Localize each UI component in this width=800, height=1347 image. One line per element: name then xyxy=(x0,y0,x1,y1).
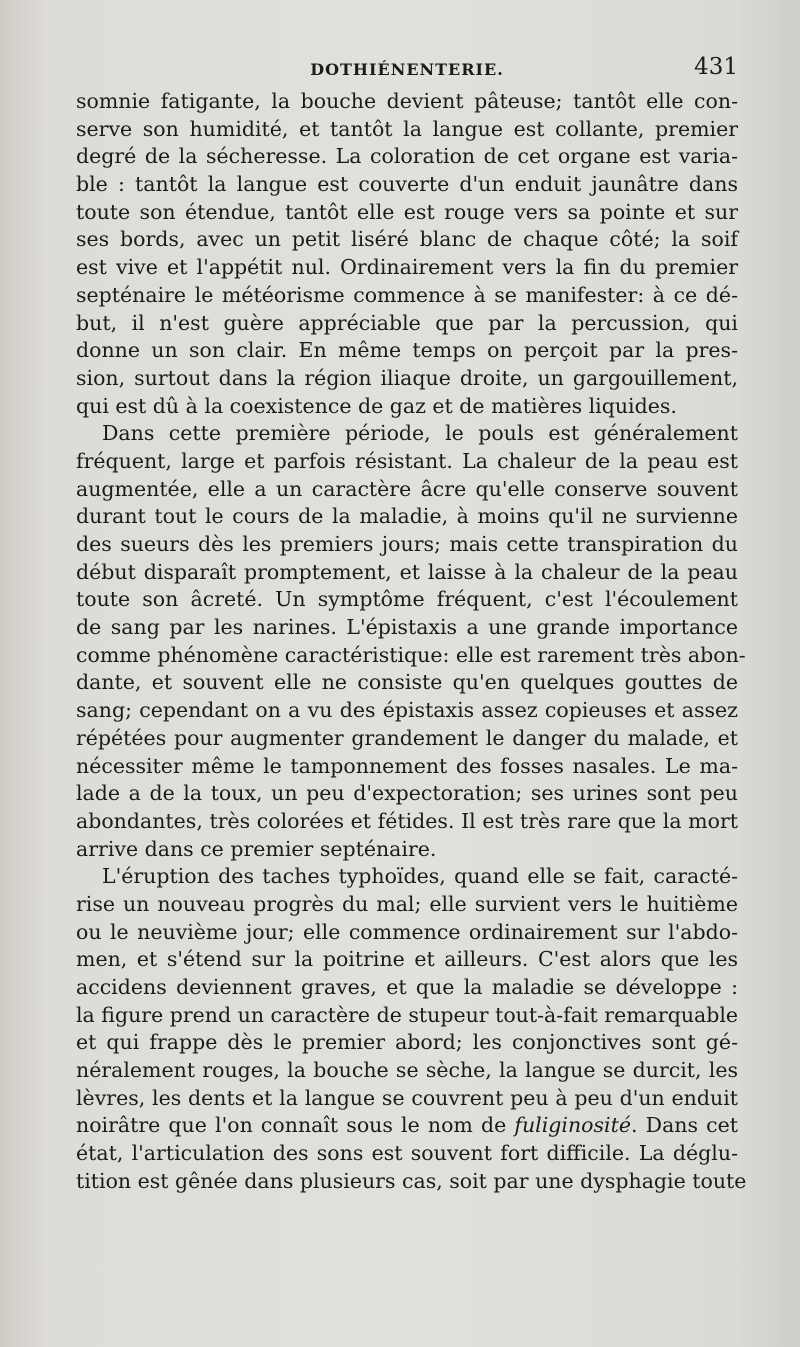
text-line: ses bords, avec un petit liséré blanc de chaque côté; la soif xyxy=(76,227,738,252)
text-line: fréquent, large et parfois résistant. La chaleur de la peau est xyxy=(76,448,738,473)
text-line: dante, et souvent elle ne consiste qu'en quelques gouttes de xyxy=(76,670,738,695)
running-head: DOTHIÉNENTERIE. xyxy=(310,60,504,79)
text-line: serve son humidité, et tantôt la langue est collante, premier xyxy=(76,116,738,141)
text-line: rise un nouveau progrès du mal; elle survient vers le huitième xyxy=(76,891,738,916)
text-line: et qui frappe dès le premier abord; les conjonctives sont gé- xyxy=(76,1030,738,1055)
text-line: septénaire le météorisme commence à se manifester: à ce dé- xyxy=(76,282,738,307)
page-header xyxy=(76,52,738,88)
text-line: but, il n'est guère appréciable que par la percussion, qui xyxy=(76,310,738,335)
text-line: men, et s'étend sur la poitrine et ailleurs. C'est alors que les xyxy=(76,947,738,972)
paragraph-1 xyxy=(76,88,738,420)
text-line: abondantes, très colorées et fétides. Il est très rare que la mort xyxy=(76,808,738,833)
text-line: comme phénomène caractéristique: elle est rarement très abon- xyxy=(76,642,746,667)
text-line: arrive dans ce premier septénaire. xyxy=(76,836,437,861)
text-line: augmentée, elle a un caractère âcre qu'elle conserve souvent xyxy=(76,476,738,501)
text-line: qui est dû à la coexistence de gaz et de matières liquides. xyxy=(76,393,677,418)
text-line: somnie fatigante, la bouche devient pâteuse; tantôt elle con- xyxy=(76,89,738,113)
body-text xyxy=(76,88,747,1196)
text-line: nécessiter même le tamponnement des fosses nasales. Le ma- xyxy=(76,753,738,778)
text-line: lade a de la toux, un peu d'expectoration; ses urines sont peu xyxy=(76,781,738,806)
text-line: toute son étendue, tantôt elle est rouge vers sa pointe et sur xyxy=(76,199,738,224)
text-line: L'éruption des taches typhoïdes, quand elle se fait, caracté- xyxy=(102,864,738,889)
text-line: sang; cependant on a vu des épistaxis assez copieuses et assez xyxy=(76,698,738,723)
text-line: est vive et l'appétit nul. Ordinairement vers la fin du premier xyxy=(76,255,738,280)
text-line: donne un son clair. En même temps on perçoit par la pres- xyxy=(76,338,738,363)
text-line: début disparaît promptement, et laisse à la chaleur de la peau xyxy=(76,559,738,584)
line-segment: noirâtre que l'on connaît sous le nom de xyxy=(76,1113,515,1138)
paragraph-3 xyxy=(76,863,747,1195)
italic-term: fuliginosité xyxy=(514,1113,631,1138)
paragraph-2 xyxy=(76,420,746,863)
line-segment: . Dans cet xyxy=(630,1113,739,1138)
text-line: lèvres, les dents et la langue se couvrent peu à peu d'un enduit xyxy=(76,1085,738,1110)
text-line: degré de la sécheresse. La coloration de cet organe est varia- xyxy=(76,144,738,169)
text-line: toute son âcreté. Un symptôme fréquent, c'est l'écoulement xyxy=(76,587,738,612)
text-line: tition est gênée dans plusieurs cas, soit par une dysphagie toute xyxy=(76,1168,747,1193)
text-line: état, l'articulation des sons est souvent fort difficile. La déglu- xyxy=(76,1141,738,1166)
text-line: accidens deviennent graves, et que la maladie se développe : xyxy=(76,975,738,999)
page-number: 431 xyxy=(694,54,738,80)
text-line: ble : tantôt la langue est couverte d'un enduit jaunâtre dans xyxy=(76,172,738,197)
text-line: des sueurs dès les premiers jours; mais cette transpiration du xyxy=(76,532,738,556)
text-line: néralement rouges, la bouche se sèche, la langue se durcit, les xyxy=(76,1058,738,1083)
text-line: de sang par les narines. L'épistaxis a une grande importance xyxy=(76,615,738,640)
text-line: durant tout le cours de la maladie, à moins qu'il ne survienne xyxy=(76,504,738,529)
text-line: la figure prend un caractère de stupeur tout-à-fait remarquable xyxy=(76,1002,739,1027)
text-line: sion, surtout dans la région iliaque droite, un gargouillement, xyxy=(76,365,738,390)
text-line-fuliginosite xyxy=(76,1112,738,1140)
text-line: répétées pour augmenter grandement le danger du malade, et xyxy=(76,725,738,750)
text-line: ou le neuvième jour; elle commence ordinairement sur l'abdo- xyxy=(76,919,738,944)
text-line: Dans cette première période, le pouls est généralement xyxy=(102,421,738,446)
